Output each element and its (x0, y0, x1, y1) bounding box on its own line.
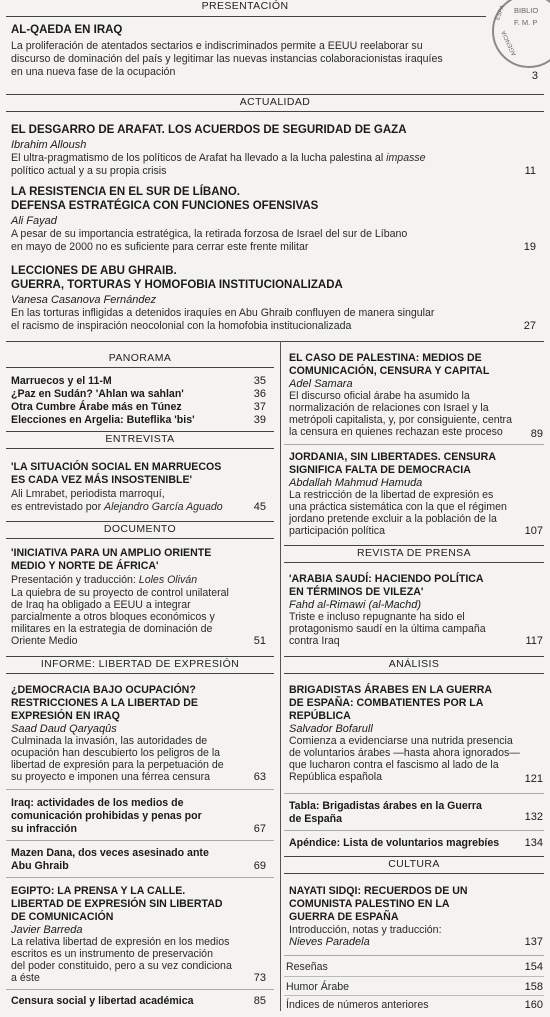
article-title: EN TÉRMINOS DE VILEZA' (289, 586, 424, 598)
article-author: Javier Barreda (11, 924, 83, 936)
divider (6, 94, 544, 95)
page-number: 51 (253, 635, 266, 647)
article-author: Ali Fayad (11, 215, 57, 227)
article-title: LECCIONES DE ABU GHRAIB. (11, 265, 177, 277)
article-author: Vanesa Casanova Fernández (11, 294, 157, 306)
article-summary: El discurso oficial árabe ha asumido la (289, 390, 470, 402)
extra-item: Humor Árabe (286, 981, 349, 993)
article-author: Saad Daud Qaryaqûs (11, 723, 117, 735)
column-divider (280, 341, 281, 1011)
article-title: 'LA SITUACIÓN SOCIAL EN MARRUECOS (11, 461, 222, 473)
article-credit: Introducción, notas y traducción: (289, 924, 442, 936)
divider (284, 976, 544, 977)
article-author: Fahd al-Rimawi (al-Machd) (289, 599, 422, 611)
divider (6, 521, 274, 522)
article-title: Abu Ghraib (11, 860, 69, 872)
article-summary: de Iraq ha obligado a EEUU a integrar (11, 599, 191, 611)
divider (6, 16, 486, 17)
article-title: Mazen Dana, dos veces asesinado ante (11, 847, 209, 859)
divider (284, 545, 544, 546)
article-summary: político actual y a su propia crisis (11, 165, 167, 177)
section-header-documento: DOCUMENTO (103, 523, 177, 535)
article-summary: participación política (289, 525, 385, 537)
divider (6, 656, 274, 657)
section-header-panorama: PANORAMA (108, 352, 172, 364)
panorama-item: ¿Paz en Sudán? 'Ahlan wa sahlan' (11, 388, 184, 400)
article-summary: el racismo de inspiración neocolonial con la homofobia institucionalizada (11, 320, 352, 332)
divider (6, 341, 544, 342)
article-title: COMUNICACIÓN, CENSURA Y CAPITAL (289, 365, 490, 377)
article-author: Salvador Bofarull (289, 723, 373, 735)
article-author: Adel Samara (289, 378, 353, 390)
article-summary: Triste e incluso repugnante ha sido el (289, 611, 465, 623)
extra-item: Índices de números anteriores (286, 999, 429, 1011)
stamp-text: ESPA (495, 4, 507, 22)
article-summary: contra Iraq (289, 635, 340, 647)
divider (6, 877, 274, 878)
divider (6, 111, 544, 112)
article-summary: República española (289, 771, 383, 783)
divider (6, 431, 274, 432)
divider (284, 673, 544, 674)
article-summary: En las torturas infligidas a detenidos iraquíes en Abu Ghraib confluyen de manera singular (11, 307, 435, 319)
article-title: BRIGADISTAS ÁRABES EN LA GUERRA (289, 684, 493, 696)
article-summary: escritos es un instrumento de preservación (11, 948, 213, 960)
page-number: 134 (524, 837, 543, 849)
article-title: su infracción (11, 823, 77, 835)
article-author: Abdallah Mahmud Hamuda (289, 477, 423, 489)
divider (284, 444, 544, 445)
article-summary: Oriente Medio (11, 635, 78, 647)
article-summary: militares en la estrategia de dominación de (11, 623, 213, 635)
article-title: SIGNIFICA FALTA DE DEMOCRACIA (289, 464, 471, 476)
page-number: 19 (523, 241, 536, 253)
article-title: GUERRA DE ESPAÑA (289, 911, 399, 923)
panorama-item: Elecciones en Argelia: Buteflika 'bis' (11, 414, 195, 426)
page-number: 67 (253, 823, 266, 835)
section-header-informe: INFORME: LIBERTAD DE EXPRESIÓN (40, 658, 240, 670)
page-number: 45 (253, 501, 266, 513)
article-summary: parcialmente a otros bloques económicos y (11, 611, 215, 623)
page-number: 154 (524, 961, 543, 973)
section-header-actualidad: ACTUALIDAD (239, 96, 311, 108)
article-title: comunicación prohibidas y penas por (11, 810, 202, 822)
section-header-revista: REVISTA DE PRENSA (357, 547, 471, 559)
divider (284, 955, 544, 956)
page-number: 39 (253, 414, 266, 426)
section-header-analisis: ANÁLISIS (388, 658, 440, 670)
article-summary: libertad de expresión para la perpetuación de (11, 759, 224, 771)
article-summary: La quiebra de su proyecto de control unilateral (11, 587, 229, 599)
article-summary: La restricción de la libertad de expresión es (289, 489, 494, 501)
section-header-presentacion: PRESENTACIÓN (201, 0, 289, 12)
page-number: 37 (253, 401, 266, 413)
article-title: DEFENSA ESTRATÉGICA CON FUNCIONES OFENSIVAS (11, 200, 319, 212)
article-summary: A pesar de su importancia estratégica, la retirada forzosa de Israel del sur de Líbano (11, 228, 408, 240)
page-number: 158 (524, 981, 543, 993)
article-title: Censura social y libertad académica (11, 995, 194, 1007)
article-summary: en mayo de 2000 no es suficiente para cerrar este frente militar (11, 241, 309, 253)
divider (284, 856, 544, 857)
divider (6, 673, 274, 674)
page-number: 73 (253, 972, 266, 984)
article-summary: Ali Lmrabet, periodista marroquí, (11, 488, 165, 500)
page-number: 117 (525, 635, 543, 647)
stamp-text: AGENCIA (501, 29, 518, 57)
article-title: MEDIO Y NORTE DE ÁFRICA' (11, 560, 159, 572)
article-title: Iraq: actividades de los medios de (11, 797, 184, 809)
page-number: 121 (524, 773, 543, 785)
divider (6, 989, 274, 990)
divider (284, 873, 544, 874)
article-summary: una práctica sistemática con la que el régimen (289, 501, 507, 513)
page-number: 63 (253, 771, 266, 783)
article-summary: a éste (11, 972, 40, 984)
divider (6, 538, 274, 539)
divider (284, 793, 544, 794)
article-title: de España (289, 813, 342, 825)
article-title: 'INICIATIVA PARA UN AMPLIO ORIENTE (11, 547, 212, 559)
section-header-cultura: CULTURA (388, 858, 440, 870)
article-summary: protagonismo saudí en la última campaña (289, 623, 486, 635)
article-title: LA RESISTENCIA EN EL SUR DE LÍBANO. (11, 186, 240, 198)
article-title: EXPRESIÓN EN IRAQ (11, 710, 120, 722)
article-summary: jordano pretende excluir a la población de la (289, 513, 497, 525)
divider (284, 830, 544, 831)
article-summary: metrópoli capitalista, y, por consiguiente, centra (289, 414, 512, 426)
divider (6, 448, 274, 449)
article-summary: en una nueva fase de la ocupación (11, 66, 176, 78)
divider (284, 656, 544, 657)
article-author: Nieves Paradela (289, 936, 370, 948)
page-number: 36 (253, 388, 266, 400)
article-summary: La relativa libertad de expresión en los medios (11, 936, 230, 948)
page-number: 11 (524, 165, 536, 177)
page-number: 160 (524, 999, 543, 1011)
page-number: 85 (253, 995, 266, 1007)
article-title: DE ESPAÑA: COMBATIENTES POR LA (289, 697, 484, 709)
article-summary: Comienza a evidenciarse una nutrida presencia (289, 735, 513, 747)
article-summary: ocupación han descubierto los peligros de la (11, 747, 221, 759)
stamp-text: F. M. P (514, 18, 538, 27)
article-title: DE COMUNICACIÓN (11, 911, 114, 923)
article-title: ES CADA VEZ MÁS INSOSTENIBLE' (11, 474, 193, 486)
section-header-entrevista: ENTREVISTA (105, 433, 175, 445)
divider (284, 995, 544, 996)
article-title: GUERRA, TORTURAS Y HOMOFOBIA INSTITUCIONALIZADA (11, 279, 343, 291)
article-title: EL CASO DE PALESTINA: MEDIOS DE (289, 352, 482, 364)
article-title: Apéndice: Lista de voluntarios magrebíes (289, 837, 500, 849)
divider (284, 562, 544, 563)
article-summary: La proliferación de atentados sectarios e indiscriminados permite a EEUU reelaborar su (11, 40, 423, 52)
page-number: 35 (253, 375, 266, 387)
article-summary: es entrevistado por Alejandro García Aguado (11, 501, 223, 513)
article-title: COMUNISTA PALESTINO EN LA (289, 898, 450, 910)
divider (6, 367, 274, 368)
article-credit: Presentación y traducción: Loles Oliván (11, 574, 198, 586)
article-title: RESTRICCIONES A LA LIBERTAD DE (11, 697, 198, 709)
article-author: Ibrahim Alloush (11, 139, 87, 151)
page-number: 132 (524, 811, 543, 823)
page-number: 89 (530, 428, 543, 440)
page-number: 137 (524, 936, 543, 948)
extra-item: Reseñas (286, 961, 328, 973)
article-title: REPÚBLICA (289, 710, 351, 722)
article-title: EL DESGARRO DE ARAFAT. LOS ACUERDOS DE SEGURIDAD DE GAZA (11, 124, 407, 136)
article-title: Tabla: Brigadistas árabes en la Guerra (289, 800, 482, 812)
article-summary: de voluntarios árabes —hasta ahora ignorados— (289, 747, 520, 759)
article-summary: El ultra-pragmatismo de los políticos de Arafat ha llevado a la lucha palestina al impasse (11, 152, 426, 164)
article-summary: su proyecto e imponen una férrea censura (11, 771, 211, 783)
article-title: 'ARABIA SAUDÍ: HACIENDO POLÍTICA (289, 573, 484, 585)
article-summary: Culminada la invasión, las autoridades de (11, 735, 208, 747)
article-title: EGIPTO: LA PRENSA Y LA CALLE. (11, 885, 186, 897)
page-number: 3 (531, 70, 538, 82)
divider (6, 840, 274, 841)
panorama-item: Otra Cumbre Árabe más en Túnez (11, 401, 182, 413)
article-summary: del poder constituido, pero a su vez condiciona (11, 960, 232, 972)
page-number: 107 (524, 525, 543, 537)
article-summary: que lucharon contra el fascismo al lado de la (289, 759, 499, 771)
article-summary: normalización de relaciones con Israel y la (289, 402, 489, 414)
library-stamp (492, 0, 550, 68)
article-summary: discurso de dominación del país y legitimar las nuevas instancias colaboracionistas iraquíes (11, 53, 443, 65)
article-title: LIBERTAD DE EXPRESIÓN SIN LIBERTAD (11, 898, 223, 910)
divider (6, 789, 274, 790)
stamp-text: BIBLIO (514, 6, 539, 15)
article-title: ¿DEMOCRACIA BAJO OCUPACIÓN? (11, 684, 196, 696)
article-title: NAYATI SIDQI: RECUERDOS DE UN (289, 885, 468, 897)
panorama-item: Marruecos y el 11-M (11, 375, 112, 387)
article-title: JORDANIA, SIN LIBERTADES. CENSURA (289, 451, 496, 463)
page-number: 69 (253, 860, 266, 872)
article-title: AL-QAEDA EN IRAQ (11, 24, 123, 36)
page-number: 27 (523, 320, 536, 332)
article-summary: la censura en quienes rechazan este proceso (289, 426, 503, 438)
